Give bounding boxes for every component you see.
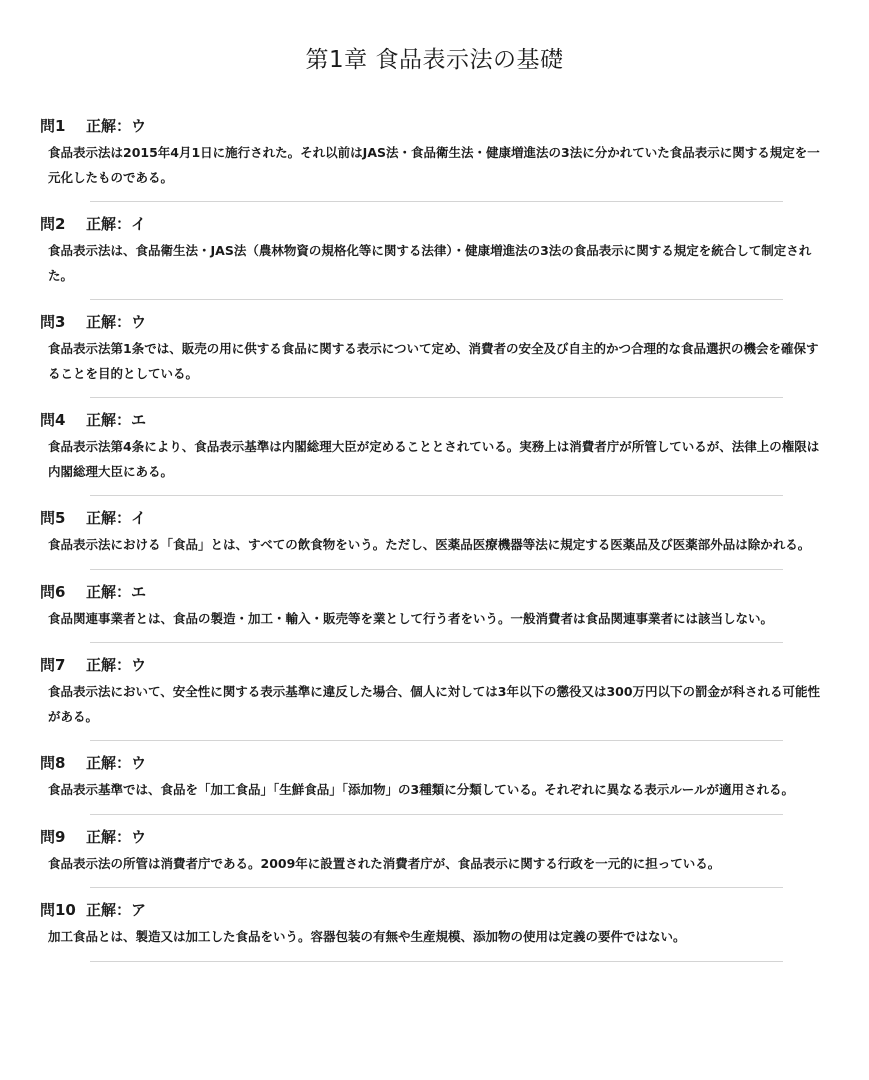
- answer-label: 正解：ウ: [86, 117, 147, 135]
- question-header: [40, 410, 829, 432]
- answer-item-8: [40, 753, 829, 815]
- explanation-text: 加工食品とは、製造又は加工した食品をいう。容器包装の有無や生産規模、添加物の使用は定義の要件ではない。: [48, 929, 686, 944]
- answer-item-7: [40, 655, 829, 741]
- explanation-text: 食品表示法において、安全性に関する表示基準に違反した場合、個人に対しては3年以下の懲役又は300万円以下の罰金が科される可能性がある。: [48, 684, 821, 724]
- page-title: 第1章 食品表示法の基礎: [305, 47, 564, 73]
- answer-item-5: [40, 508, 829, 570]
- answer-label: 正解：ウ: [86, 313, 147, 331]
- answer-item-9: [40, 827, 829, 889]
- explanation-text: 食品表示法は2015年4月1日に施行された。それ以前はJAS法・食品衛生法・健康増進法の3法に分かれていた食品表示に関する規定を一元化したものである。: [48, 145, 820, 185]
- answer-item-1: [40, 116, 829, 202]
- answer-label: 正解：イ: [86, 215, 147, 233]
- answer-label: 正解：ウ: [86, 754, 147, 772]
- answer-label: 正解：エ: [86, 411, 147, 429]
- explanation-text: 食品表示法における「食品」とは、すべての飲食物をいう。ただし、医薬品医療機器等法に規定する医薬品及び医薬部外品は除かれる。: [48, 537, 811, 552]
- answer-item-3: [40, 312, 829, 398]
- answer-list: [40, 116, 829, 962]
- question-number: 問9: [40, 827, 66, 846]
- question-number: 問1: [40, 117, 66, 135]
- question-header: [40, 214, 829, 236]
- answer-label: 正解：ウ: [86, 656, 147, 674]
- question-number: 問2: [40, 215, 66, 233]
- question-number: 問7: [40, 656, 66, 674]
- answer-item-6: [40, 582, 829, 644]
- question-header: [40, 900, 829, 922]
- question-number: 問8: [40, 754, 66, 772]
- answer-item-2: [40, 214, 829, 300]
- question-number: 問4: [40, 411, 66, 429]
- answer-label: 正解：ウ: [86, 827, 147, 846]
- question-header: [40, 312, 829, 334]
- question-header: [40, 655, 829, 677]
- explanation-text: 食品関連事業者とは、食品の製造・加工・輸入・販売等を業として行う者をいう。一般消費者は食品関連事業者には該当しない。: [48, 610, 774, 626]
- question-header: [40, 582, 829, 604]
- explanation-text: 食品表示法の所管は消費者庁である。2009年に設置された消費者庁が、食品表示に関する行政を一元的に担っている。: [48, 855, 721, 871]
- question-header: [40, 827, 829, 849]
- answer-item-4: [40, 410, 829, 496]
- question-number: 問10: [40, 901, 76, 919]
- explanation-text: 食品表示基準では、食品を「加工食品」「生鮮食品」「添加物」の3種類に分類している。それぞれに異なる表示ルールが適用される。: [48, 782, 794, 797]
- question-header: [40, 508, 829, 530]
- explanation-text: 食品表示法は、食品衛生法・JAS法（農林物資の規格化等に関する法律）・健康増進法の3法の食品表示に関する規定を統合して制定された。: [48, 243, 812, 283]
- explanation-text: 食品表示法第4条により、食品表示基準は内閣総理大臣が定めることとされている。実務上は消費者庁が所管しているが、法律上の権限は内閣総理大臣にある。: [48, 439, 820, 479]
- answer-item-10: [40, 900, 829, 962]
- answer-label: 正解：エ: [86, 582, 147, 601]
- question-header: [40, 753, 829, 775]
- question-number: 問5: [40, 509, 66, 527]
- answer-label: 正解：ア: [86, 901, 147, 919]
- answer-label: 正解：イ: [86, 509, 147, 527]
- question-number: 問6: [40, 582, 66, 601]
- explanation-text: 食品表示法第1条では、販売の用に供する食品に関する表示について定め、消費者の安全及び自主的かつ合理的な食品選択の機会を確保することを目的としている。: [48, 341, 819, 381]
- question-header: [40, 116, 829, 138]
- question-number: 問3: [40, 313, 66, 331]
